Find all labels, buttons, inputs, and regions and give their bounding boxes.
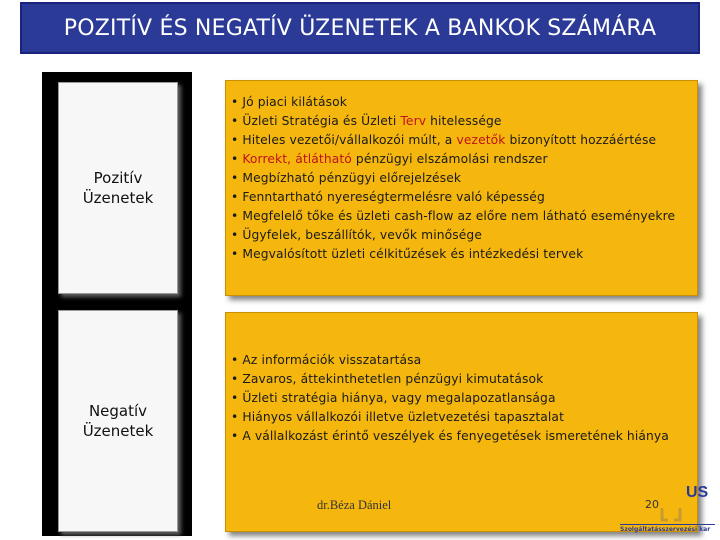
logo-bracket-icon (660, 506, 682, 522)
author-name: dr.Béza Dániel (317, 498, 392, 512)
bullet-text: • Az információk visszatartása (231, 353, 422, 367)
positive-bullet-item (231, 169, 693, 188)
bullet-text: bizonyított hozzáértése (505, 133, 657, 147)
bullet-text: • Zavaros, áttekinthetetlen pénzügyi kimutatások (231, 372, 544, 386)
negative-bullet-item (231, 389, 693, 408)
slide-title-bar (20, 2, 700, 54)
logo-divider (620, 524, 715, 525)
bullet-text: • Üzleti stratégia hiánya, vagy megalapozatlansága (231, 391, 556, 405)
negative-label-box (58, 310, 178, 532)
bullet-text: • Ügyfelek, beszállítók, vevők minősége (231, 228, 482, 242)
positive-label-box (58, 82, 178, 294)
negative-bullet-item (231, 408, 693, 427)
bullet-text: pénzügyi elszámolási rendszer (351, 152, 548, 166)
positive-bullet-item (231, 93, 693, 112)
negative-bullet-item (231, 351, 693, 370)
bullet-text: hitelessége (426, 114, 502, 128)
bullet-text: • Megvalósított üzleti célkitűzések és intézkedési tervek (231, 247, 584, 261)
bullet-text: • A vállalkozást érintő veszélyek és fenyegetések ismeretének hiánya (231, 429, 669, 443)
bullet-text: • Jó piaci kilátások (231, 95, 347, 109)
bullet-text: • (231, 152, 243, 166)
negative-bullet-item (231, 370, 693, 389)
positive-bullet-item (231, 131, 693, 150)
slide-title: POZITÍV ÉS NEGATÍV ÜZENETEK A BANKOK SZÁMÁRA (63, 15, 657, 41)
logo-text: US (686, 484, 709, 501)
highlighted-text: vezetők (456, 133, 506, 147)
negative-label: Negatív Üzenetek (82, 402, 154, 440)
positive-bullet-item (231, 150, 693, 169)
bullet-text: • Üzleti Stratégia és Üzleti (231, 114, 401, 128)
bullet-text: • Megbízható pénzügyi előrejelzések (231, 171, 462, 185)
bullet-text: • Hiteles vezetői/vállalkozói múlt, a (231, 133, 457, 147)
bullet-text: • Hiányos vállalkozói illetve üzletvezetési tapasztalat (231, 410, 564, 424)
bullet-text: • Megfelelő tőke és üzleti cash-flow az előre nem látható eseményekre (231, 209, 676, 223)
bullet-text: • Fenntartható nyereségtermelésre való képesség (231, 190, 545, 204)
institution-logo (620, 484, 715, 538)
positive-bullet-item (231, 226, 693, 245)
positive-bullet-item (231, 112, 693, 131)
positive-bullet-item (231, 207, 693, 226)
positive-bullet-item (231, 188, 693, 207)
negative-bullet-item (231, 427, 693, 446)
positive-bullet-item (231, 245, 693, 264)
highlighted-text: Terv (400, 114, 427, 128)
positive-label: Pozitív Üzenetek (82, 169, 154, 207)
highlighted-text: Korrekt, átlátható (242, 152, 352, 166)
logo-subtext: Szolgáltatásszervezési kar (620, 526, 711, 533)
positive-messages-box (225, 80, 698, 296)
page-number: 20 (645, 498, 659, 511)
